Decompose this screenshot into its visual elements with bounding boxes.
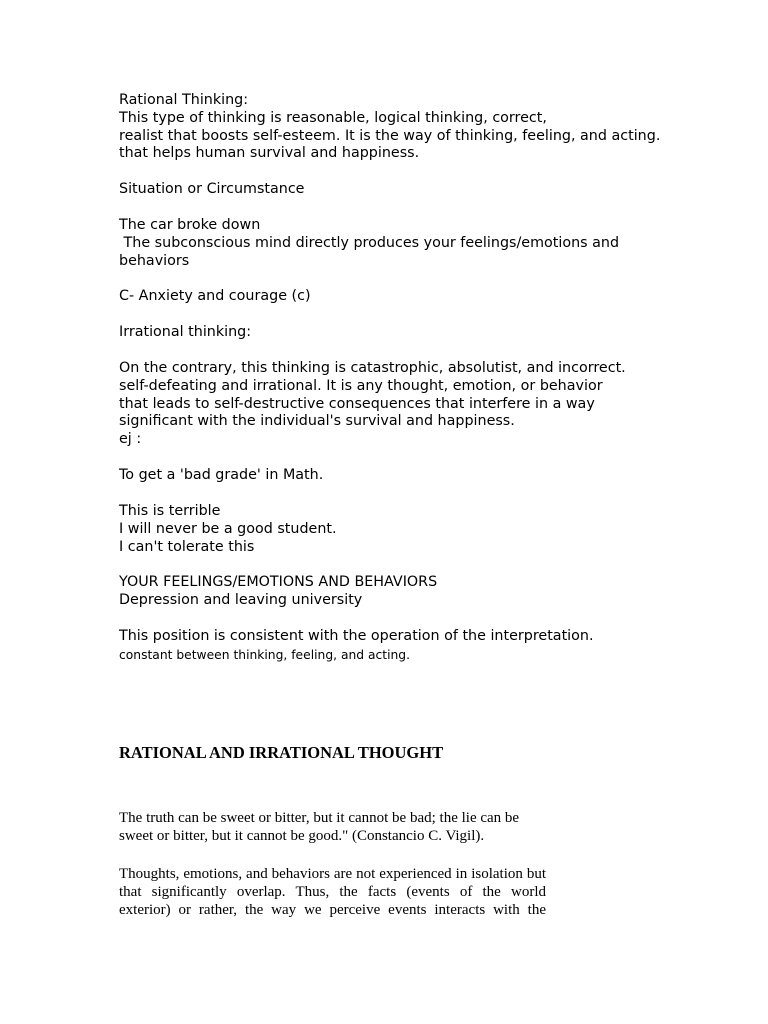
feelings-block — [119, 574, 437, 610]
anxiety-line: C- Anxiety and courage (c) — [119, 288, 311, 304]
paragraph-line: The truth can be sweet or bitter, but it cannot be bad; the lie can be — [119, 810, 520, 826]
irrational-block — [119, 360, 626, 449]
thoughts-line: Thoughts, emotions, and behaviors are not experienced in isolation but — [119, 866, 546, 882]
car-block — [119, 217, 619, 270]
paragraph-line: I will never be a good student. — [119, 520, 337, 537]
rational-thinking-title: Rational Thinking: — [119, 92, 249, 108]
paragraph-line: Depression and leaving university — [119, 591, 363, 608]
paragraph-line: ej : — [119, 431, 142, 448]
paragraph-line: On the contrary, this thinking is catastrophic, absolutist, and incorrect. — [119, 360, 626, 376]
paragraph-line: sweet or bitter, but it cannot be good." (Constancio C. Vigil). — [119, 827, 485, 844]
paragraph-line: The subconscious mind directly produces your feelings/emotions and — [119, 234, 620, 251]
paragraph-line: YOUR FEELINGS/EMOTIONS AND BEHAVIORS — [119, 574, 438, 590]
section-heading: RATIONAL AND IRRATIONAL THOUGHT — [119, 743, 444, 762]
paragraph-line: This is terrible — [119, 503, 221, 519]
paragraph-line: self-defeating and irrational. It is any thought, emotion, or behavior — [119, 377, 603, 394]
paragraph-line: significant with the individual's survival and happiness. — [119, 413, 515, 430]
terrible-block — [119, 503, 337, 556]
paragraph-line: that leads to self-destructive consequences that interfere in a way — [119, 395, 595, 412]
paragraph-line: that helps human survival and happiness. — [119, 145, 420, 162]
bad-grade-line: To get a 'bad grade' in Math. — [119, 467, 324, 483]
paragraph-line: I can't tolerate this — [119, 538, 255, 555]
rational-thinking-block — [119, 92, 660, 163]
paragraph-line: The car broke down — [119, 217, 261, 233]
irrational-thinking-label: Irrational thinking: — [119, 324, 252, 340]
paragraph-line: realist that boosts self-esteem. It is the way of thinking, feeling, and acting. — [119, 127, 661, 144]
quote-block — [119, 810, 563, 846]
thoughts-line: exterior) or rather, the way we perceive events interacts with the — [119, 902, 546, 918]
position-line: This position is consistent with the operation of the interpretation. — [119, 628, 594, 644]
situation-label: Situation or Circumstance — [119, 181, 305, 197]
paragraph-line: This type of thinking is reasonable, logical thinking, correct, — [119, 109, 547, 126]
paragraph-line: behaviors — [119, 252, 190, 269]
thoughts-line: that significantly overlap. Thus, the facts (events of the world — [119, 884, 546, 900]
constant-line: constant between thinking, feeling, and acting. — [119, 648, 411, 662]
